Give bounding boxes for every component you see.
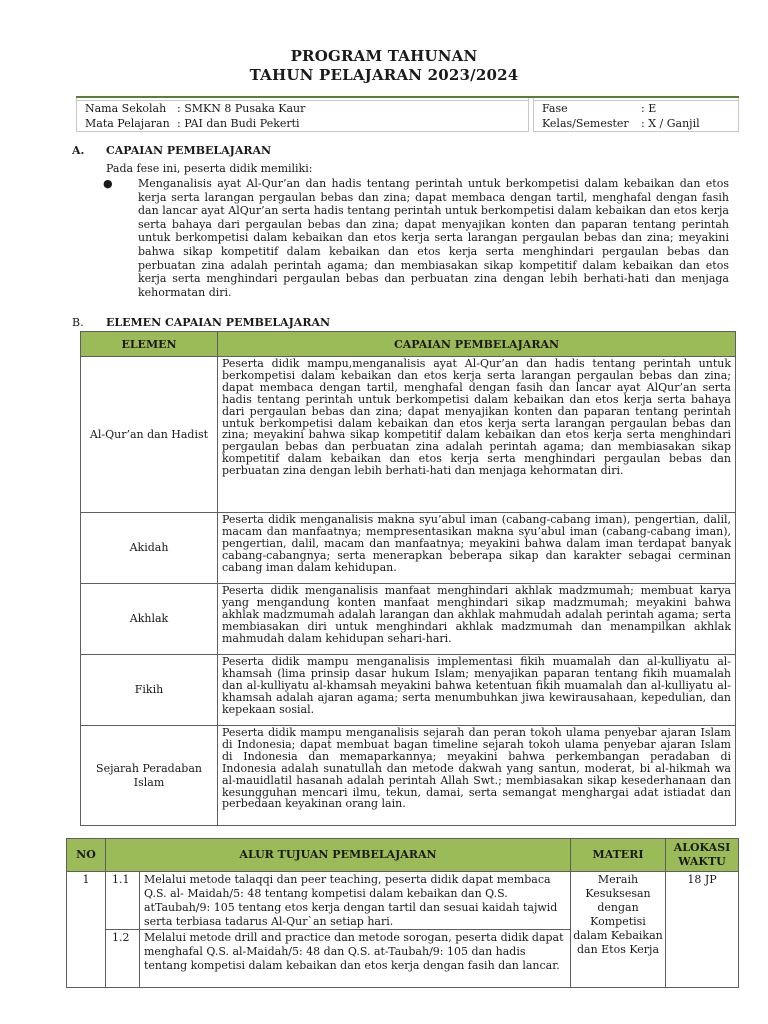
element-name: Akidah <box>81 513 218 584</box>
table-row <box>81 655 736 726</box>
element-name: Al-Qur’an dan Hadist <box>81 357 218 513</box>
phase-label: Fase <box>542 102 568 115</box>
col-materi-header: MATERI <box>571 839 666 872</box>
table-row <box>81 726 736 826</box>
table-row <box>81 357 736 513</box>
atp-number: 1.2 <box>106 930 140 988</box>
table-row <box>81 513 736 584</box>
table-row <box>67 872 739 930</box>
class-value: : X / Ganjil <box>641 117 700 130</box>
elements-table <box>80 331 736 826</box>
materi-cell: Meraih Kesuksesan dengan Kompetisi dalam Kebaikan dan Etos Kerja <box>571 872 666 988</box>
bullet-text: Menganalisis ayat Al-Qur’an dan hadis tentang perintah untuk berkompetisi dalam kebaikan dan etos kerja serta larangan pergaulan bebas dan zina; dapat membaca dengan tartil, menghafal dengan fasih dan lancar ayat AlQur’an serta hadis tentang perintah untuk berkompetisi dalam kebaikan dan etos kerja serta bahaya dari pergaulan bebas dan zina; dapat menyajikan konten dan paparan tentang perintah untuk berkompetisi dalam kebaikan dan etos kerja serta larangan pergaulan bebas dan zina; meyakini bahwa sikap kompetitif dalam kebaikan dan etos kerja serta menghindari pergaulan bebas dan perbuatan zina adalah perintah agama; dan membiasakan sikap kompetitif dalam kebaikan dan etos kerja serta menghindari pergaulan bebas dan perbuatan zina dengan lebih berhati-hati dan menjaga kehormatan diri. <box>138 177 729 299</box>
col-atp-header: ALUR TUJUAN PEMBELAJARAN <box>106 839 571 872</box>
document-subtitle: TAHUN PELAJARAN 2023/2024 <box>249 66 519 84</box>
element-description: Peserta didik menganalisis manfaat menghindari akhlak madzmumah; membuat karya yang mengandung konten manfaat menghindari sikap madzmumah; meyakini bahwa akhlak madzmumah adalah larangan dan akhlak mahmudah adalah perintah agama; serta membiasakan diri untuk menghindari akhlak madzmumah dan menampilkan akhlak mahmudah dalam kehidupan sehari-hari. <box>218 584 736 655</box>
alur-table <box>66 838 739 988</box>
subject-label: Mata Pelajaran <box>85 117 170 130</box>
subject-value: : PAI dan Budi Pekerti <box>177 117 300 130</box>
element-name: Fikih <box>81 655 218 726</box>
waktu-cell: 18 JP <box>666 872 739 988</box>
col-cp-header: CAPAIAN PEMBELAJARAN <box>218 332 736 357</box>
section-a-intro: Pada fese ini, peserta didik memiliki: <box>106 162 313 175</box>
col-element-header: ELEMEN <box>81 332 218 357</box>
section-b-letter: B. <box>72 316 84 329</box>
alur-header-row <box>67 839 739 872</box>
table-row <box>81 584 736 655</box>
element-name: Sejarah Peradaban Islam <box>81 726 218 826</box>
element-description: Peserta didik mampu menganalisis implementasi fikih muamalah dan al-kulliyatu al-khamsah (lima prinsip dasar hukum Islam; menyajikan paparan tentang fikih muamalah dan al-kulliyatu al-khamsah meyakini bahwa ketentuan fikih muamalah dan al-kulliyatu al-khamsah adalah ajaran agama; serta menumbuhkan jiwa kewirausahaan, kepedulian, dan kepekaan sosial. <box>218 655 736 726</box>
col-no-header: NO <box>67 839 106 872</box>
section-a-bullet <box>103 177 729 299</box>
element-name: Akhlak <box>81 584 218 655</box>
section-a-letter: A. <box>72 144 85 157</box>
school-value: : SMKN 8 Pusaka Kaur <box>177 102 306 115</box>
element-description: Peserta didik menganalisis makna syu’abul iman (cabang-cabang iman), pengertian, dalil, macam dan manfaatnya; mempresentasikan makna syu’abul iman (cabang-cabang iman), pengertian, dalil, macam dan manfaatnya; meyakini bahwa dalam iman terdapat banyak cabang-cabangnya; serta menerapkan beberapa sikap dan karakter sebagai cerminan cabang iman dalam kehidupan. <box>218 513 736 584</box>
section-b-heading: ELEMEN CAPAIAN PEMBELAJARAN <box>106 316 331 329</box>
elements-header-row <box>81 332 736 357</box>
document-title: PROGRAM TAHUNAN <box>290 47 478 65</box>
element-description: Peserta didik mampu menganalisis sejarah dan peran tokoh ulama penyebar ajaran Islam di Indonesia; dapat membuat bagan timeline sejarah tokoh ulama penyebar ajaran Islam di Indonesia dan memaparkannya; meyakini bahwa perkembangan peradaban di Indonesia adalah sunatullah dan metode dakwah yang santun, moderat, bi al-hikmah wa al-mauidlatil hasanah adalah perintah Allah Swt.; membiasakan sikap kesederhanaan dan kesungguhan mencari ilmu, tekun, damai, serta semangat menghargai adat istiadat dan perbedaan keyakinan orang lain. <box>218 726 736 826</box>
element-description: Peserta didik mampu,menganalisis ayat Al-Qur’an dan hadis tentang perintah untuk berkompetisi dalam kebaikan dan etos kerja serta larangan pergaulan bebas dan zina; dapat membaca dengan tartil, menghafal dengan fasih dan lancar ayat AlQur’an serta hadis tentang perintah untuk berkompetisi dalam kebaikan dan etos kerja serta bahaya dari pergaulan bebas dan zina; dapat menyajikan konten dan paparan tentang perintah untuk berkompetisi dalam kebaikan dan etos kerja serta larangan pergaulan bebas dan zina; meyakini bahwa sikap kompetitif dalam kebaikan dan etos kerja serta menghindari pergaulan bebas dan perbuatan zina adalah perintah agama; dan membiasakan sikap kompetitif dalam kebaikan dan etos kerja serta menghindari pergaulan bebas dan perbuatan zina dengan lebih berhati-hati dan menjaga kehormatan diri. <box>218 357 736 513</box>
atp-text: Melalui metode talaqqi dan peer teaching, peserta didik dapat membaca Q.S. al- Maidah/5: 48 tentang kompetisi dalam kebaikan dan Q.S. atTaubah/9: 105 tentang etos kerja dengan tartil dan sesuai kaidah tajwid serta terbiasa tadarus Al-Qur`an setiap hari. <box>140 872 571 930</box>
row-number: 1 <box>67 872 106 988</box>
atp-number: 1.1 <box>106 872 140 930</box>
bullet-icon: ● <box>103 177 113 190</box>
school-info-table <box>76 96 739 132</box>
col-waktu-header: ALOKASI WAKTU <box>666 839 739 872</box>
section-a-heading: CAPAIAN PEMBELAJARAN <box>106 144 272 157</box>
school-label: Nama Sekolah <box>85 102 167 115</box>
class-label: Kelas/Semester <box>542 117 629 130</box>
phase-value: : E <box>641 102 657 115</box>
atp-text: Melalui metode drill and practice dan metode sorogan, peserta didik dapat menghafal Q.S. al-Maidah/5: 48 dan Q.S. at-Taubah/9: 105 dan hadis tentang kompetisi dalam kebaikan dan etos kerja dengan fasih dan lancar. <box>140 930 571 988</box>
